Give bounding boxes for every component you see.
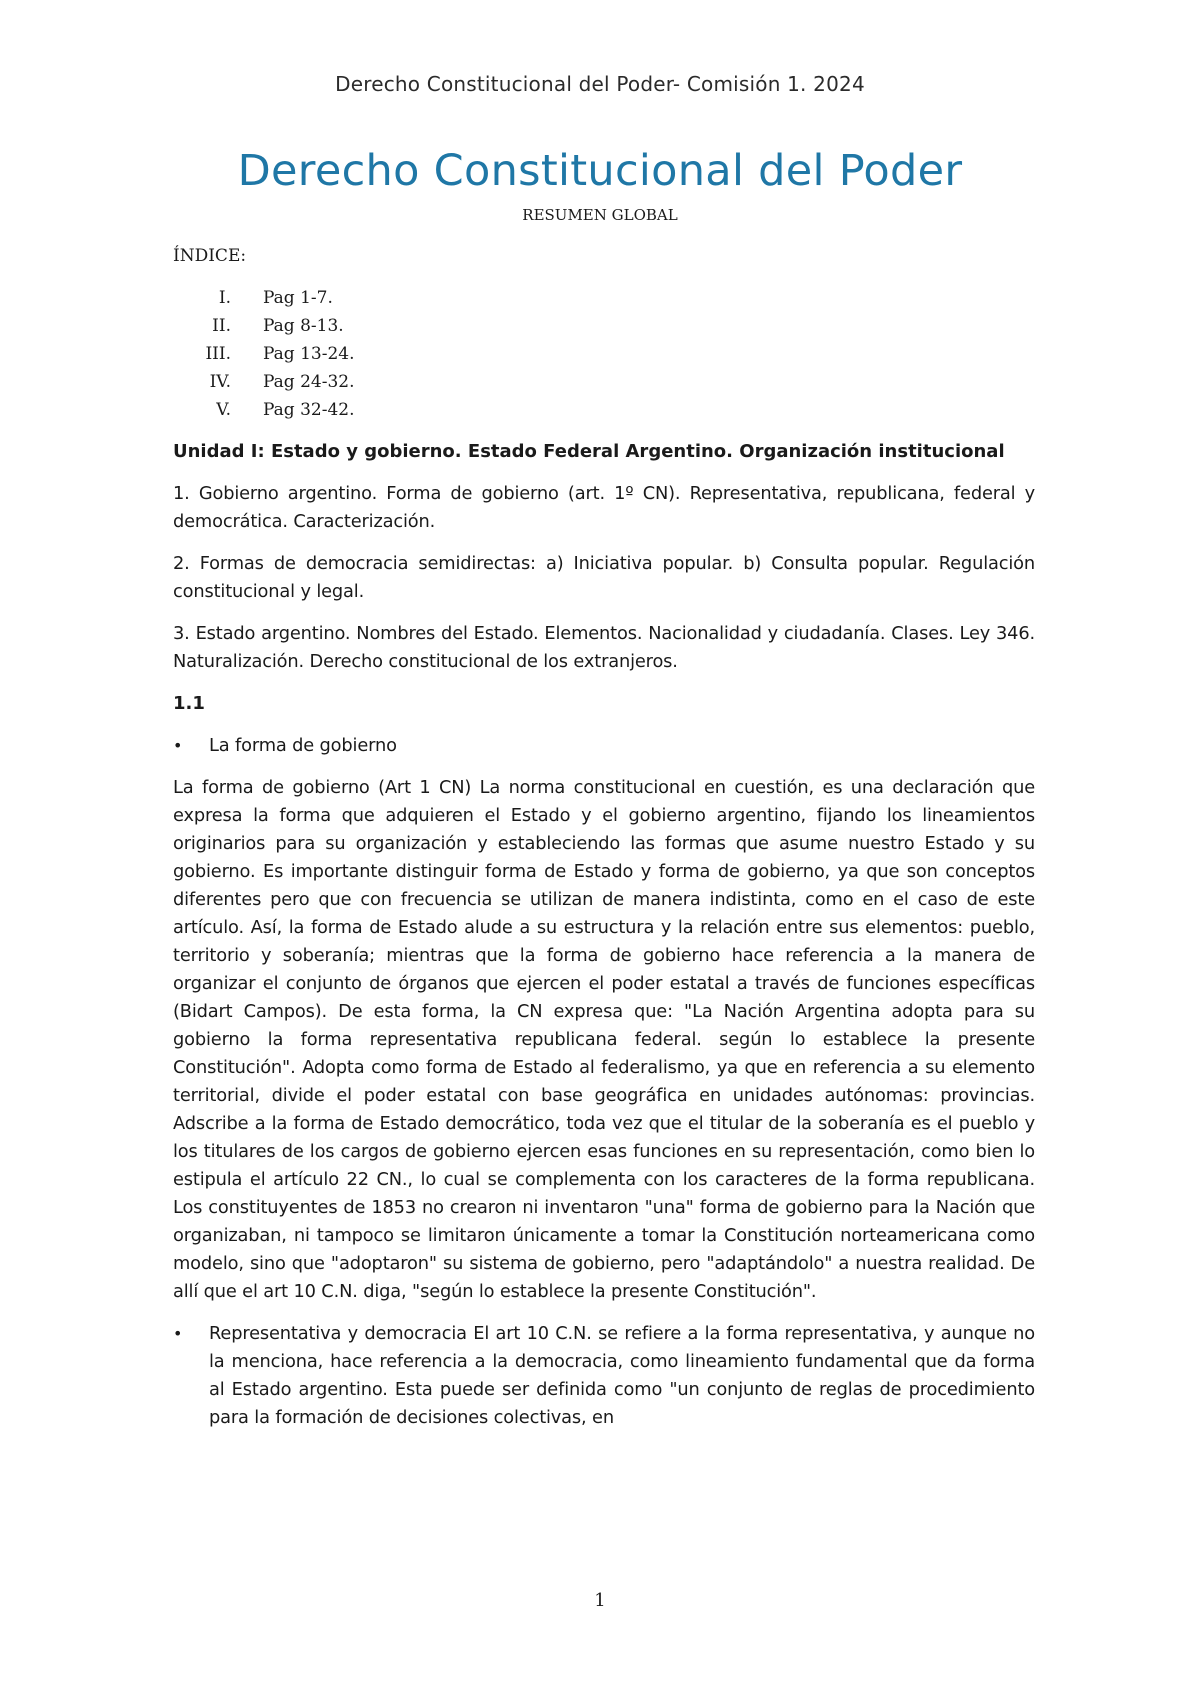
body-paragraph: La forma de gobierno (Art 1 CN) La norma constitucional en cuestión, es una declaración que expresa la forma que adquieren el Estado y el gobierno argentino, fijando los lineamientos originarios para su organización y estableciendo las formas que asume nuestro Estado y su gobierno. Es importante distinguir forma de Estado y forma de gobierno, ya que son conceptos diferentes pero que con frecuencia se utilizan de manera indistinta, como en el caso de este artículo. Así, la forma de Estado alude a su estructura y la relación entre sus elementos: pueblo, territorio y soberanía; mientras que la forma de gobierno hace referencia a la manera de organizar el conjunto de órganos que ejercen el poder estatal a través de funciones específicas (Bidart Campos). De esta forma, la CN expresa que: "La Nación Argentina adopta para su gobierno la forma representativa republicana federal. según lo establece la presente Constitución". Adopta como forma de Estado al federalismo, ya que en referencia a su elemento territorial, divide el poder estatal con base geográfica en unidades autónomas: provincias. Adscribe a la forma de Estado democrático, toda vez que el titular de la soberanía es el pueblo y los titulares de los cargos de gobierno ejercen esas funciones en su representación, como bien lo estipula el artículo 22 CN., lo cual se complementa con los caracteres de la forma republicana. Los constituyentes de 1853 no crearon ni inventaron "una" forma de gobierno para la Nación que organizaban, ni tampoco se limitaron únicamente a tomar la Constitución norteamericana como modelo, sino que "adoptaron" su sistema de gobierno, pero "adaptándolo" a nuestra realidad. De allí que el art 10 C.N. diga, "según lo establece la presente Constitución". [173,777,1035,1302]
bullet-icon: • [173,736,183,755]
bullet-icon: • [173,1324,183,1343]
document-body [173,246,1035,1446]
index-item-number: III. [205,344,231,364]
index-item-text: Pag 32-42. [263,400,355,420]
bullet-text: Representativa y democracia El art 10 C.N. se refiere a la forma representativa, y aunque no la menciona, hace referencia a la democracia, como lineamiento fundamental que da forma al Estado argentino. Esta puede ser definida como "un conjunto de reglas de procedimiento para la formación de decisiones colectivas, en [209,1323,1035,1428]
index-item-text: Pag 13-24. [263,344,355,364]
index-item [173,340,1035,368]
section-number: 1.1 [173,693,205,714]
bullet-item [173,732,1035,760]
index-item-text: Pag 24-32. [263,372,355,392]
index-item-text: Pag 8-13. [263,316,344,336]
unit-topic: 1. Gobierno argentino. Forma de gobierno (art. 1º CN). Representativa, republicana, federal y democrática. Caracterización. [173,483,1035,532]
unit-heading: Unidad I: Estado y gobierno. Estado Federal Argentino. Organización institucional [173,441,1005,462]
bullet-text: La forma de gobierno [209,735,397,756]
unit-topic: 2. Formas de democracia semidirectas: a) Iniciativa popular. b) Consulta popular. Regulación constitucional y legal. [173,553,1035,602]
index-label: ÍNDICE: [173,246,247,266]
index-item [173,396,1035,424]
index-item-text: Pag 1-7. [263,288,333,308]
index-list [173,284,1035,424]
index-item-number: IV. [209,372,231,392]
index-item [173,368,1035,396]
index-item-number: II. [212,316,231,336]
index-item [173,312,1035,340]
page-number: 1 [594,1590,606,1611]
running-header: Derecho Constitucional del Poder- Comisión 1. 2024 [335,72,865,96]
document-subtitle: RESUMEN GLOBAL [522,206,678,224]
unit-topic: 3. Estado argentino. Nombres del Estado. Elementos. Nacionalidad y ciudadanía. Clases. Ley 346. Naturalización. Derecho constitucional de los extranjeros. [173,623,1035,672]
index-item-number: V. [216,400,231,420]
bullet-item [173,1320,1035,1432]
document-title: Derecho Constitucional del Poder [237,146,963,196]
index-item-number: I. [218,288,231,308]
index-item [173,284,1035,312]
